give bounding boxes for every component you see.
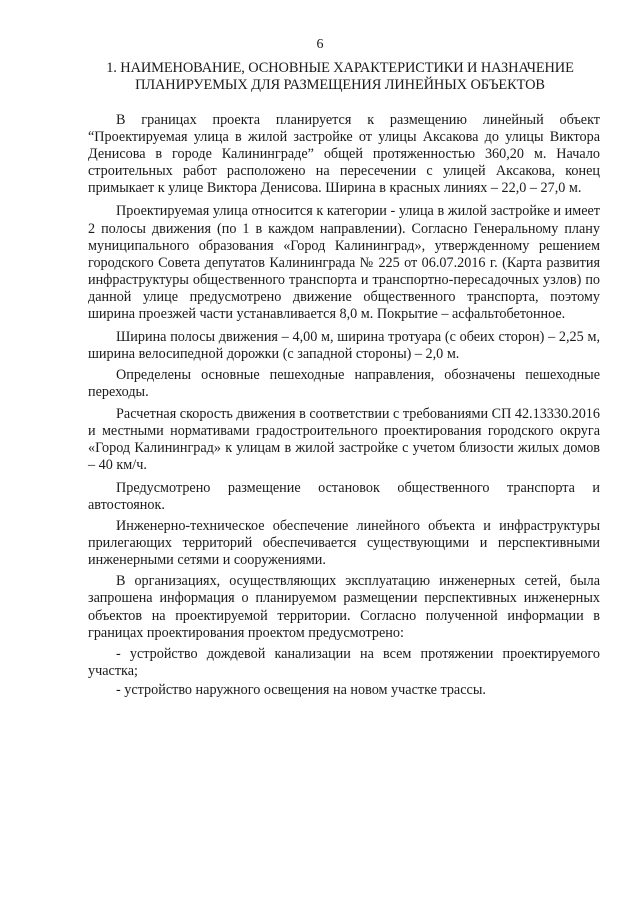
page-number: 6: [316, 37, 324, 52]
paragraph-street-category: Проектируемая улица относится к категории - улица в жилой застройке и имеет 2 полосы движения (по 1 в каждом направлении). Согласно Генеральному плану муниципального образования «Город Калининград», утвержденному решением городского Совета депутатов Калининграда № 225 от 06.07.2016 г. (Карта развития инфраструктуры общественного транспорта и транспортно-пересадочных узлов) по данной улице предусмотрено движение общественного транспорта, поэтому ширина проезжей части устанавливается 8,0 м. Покрытие – асфальтобетонное.: [88, 203, 600, 323]
paragraph-design-speed: Расчетная скорость движения в соответствии с требованиями СП 42.13330.2016 и местными нормативами градостроительного проектирования городского округа «Город Калининград» к улицам в жилой застройке с учетом близости жилых домов – 40 км/ч.: [88, 405, 600, 473]
list-item-storm-drainage: - устройство дождевой канализации на всем протяжении проектируемого участка;: [88, 645, 600, 679]
paragraph-lane-width: Ширина полосы движения – 4,00 м, ширина тротуара (с обеих сторон) – 2,25 м, ширина велосипедной дорожки (с западной стороны) – 2,0 м.: [88, 329, 600, 363]
section-heading: 1. НАИМЕНОВАНИЕ, ОСНОВНЫЕ ХАРАКТЕРИСТИКИ И НАЗНАЧЕНИЕ ПЛАНИРУЕМЫХ ДЛЯ РАЗМЕЩЕНИЯ ЛИНЕЙНЫХ ОБЪЕКТОВ: [106, 60, 574, 93]
list-item-street-lighting: - устройство наружного освещения на новом участке трассы.: [116, 681, 486, 698]
paragraph-utility-requests: В организациях, осуществляющих эксплуатацию инженерных сетей, была запрошена информация о планируемом размещении перспективных инженерных объектов на проектируемой территории. Согласно полученной информации в границах проектирования проектом предусмотрено:: [88, 573, 600, 641]
paragraph-project-object: В границах проекта планируется к размещению линейный объект “Проектируемая улица в жилой застройке от улицы Аксакова до улицы Виктора Денисова в городе Калининграде” общей протяженностью 360,20 м. Начало строительных работ расположено на пересечении с улицей Аксакова, конец примыкает к улице Виктора Денисова. Ширина в красных линиях – 22,0 – 27,0 м.: [88, 112, 600, 197]
paragraph-transit-stops: Предусмотрено размещение остановок общественного транспорта и автостоянок.: [88, 479, 600, 513]
paragraph-pedestrian-directions: Определены основные пешеходные направления, обозначены пешеходные переходы.: [88, 367, 600, 401]
document-body: [88, 112, 600, 701]
paragraph-engineering-support: Инженерно-техническое обеспечение линейного объекта и инфраструктуры прилегающих территорий обеспечивается существующими и перспективными инженерными сетями и сооружениями.: [88, 518, 600, 569]
